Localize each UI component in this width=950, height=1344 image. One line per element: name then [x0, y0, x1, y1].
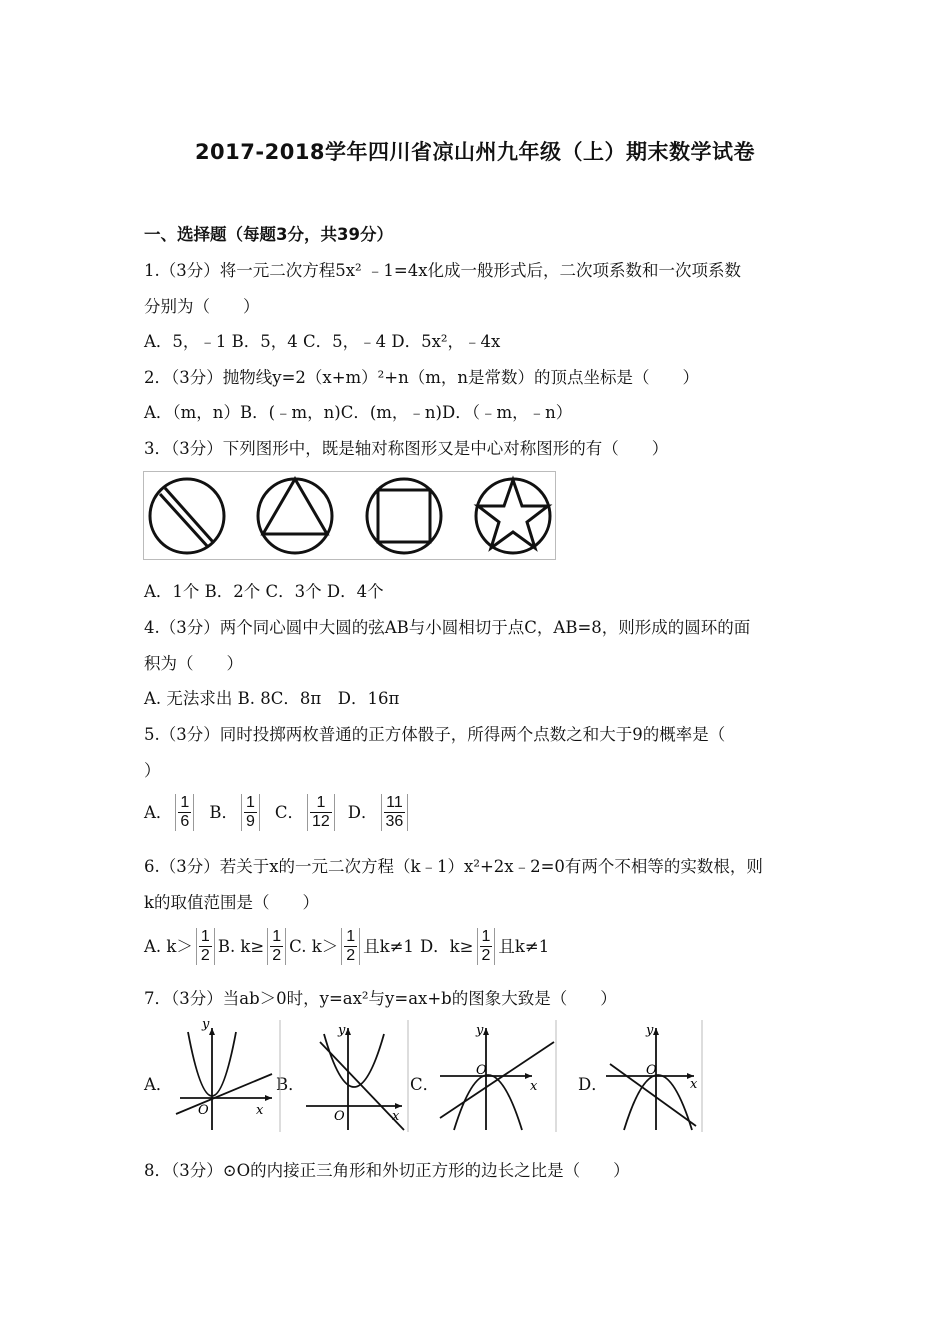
q8-text: 8．（3分）⊙O的内接正三角形和外切正方形的边长之比是（ ）: [144, 1161, 630, 1180]
circle-with-square-figure: [367, 479, 441, 553]
q6-options: [144, 928, 549, 965]
origin-label: O: [476, 1063, 487, 1078]
q3-text: 3．（3分）下列图形中，既是轴对称图形又是中心对称图形的有（ ）: [144, 439, 669, 458]
circle-with-star-figure: [476, 479, 550, 553]
axis-x-label: x: [392, 1109, 400, 1124]
q1-text-line1: 1.（3分）将一元二次方程5x² ﹣1=4x化成一般形式后，二次项系数和一次项系数: [144, 261, 742, 280]
axis-y-label: y: [476, 1023, 484, 1038]
q7-graph-c: [432, 1020, 558, 1132]
q6-option-d: D．k≥: [419, 936, 474, 956]
q6-option-b: B. k≥: [217, 936, 265, 956]
q5-option-d-label: D．: [347, 802, 378, 822]
axis-y-label: y: [202, 1020, 210, 1032]
circle-with-slash-figure: [150, 479, 224, 553]
q5-option-a-fraction: $\frac{1}{6}$: [175, 794, 194, 831]
origin-label: O: [646, 1063, 657, 1078]
q6-option-a: A. k＞: [144, 936, 193, 956]
q6-text-line2: k的取值范围是（ ）: [144, 893, 319, 912]
q6-option-c-tail: 且k≠1: [363, 936, 414, 956]
q5-option-c-fraction: $\frac{1}{12}$: [307, 794, 335, 831]
q1-text-line2: 分别为（ ）: [144, 297, 260, 316]
q4-options: A. 无法求出 B. 8C．8π D．16π: [144, 689, 400, 708]
circle-with-triangle-figure: [258, 479, 332, 553]
q6-option-a-fraction: $\frac{1}{2}$: [196, 928, 215, 965]
q7-option-d-label: D．: [578, 1075, 608, 1094]
q2-options: A．（m，n）B．(﹣m，n)C．(m，﹣n)D．（﹣m，﹣n）: [144, 403, 573, 422]
axis-y-label: y: [646, 1023, 654, 1038]
q1-options: A．5，﹣1 B．5，4 C．5，﹣4 D．5x²，﹣4x: [144, 332, 501, 351]
q6-text-line1: 6.（3分）若关于x的一元二次方程（k﹣1）x²+2x﹣2=0有两个不相等的实数根，则: [144, 857, 763, 876]
q2-text: 2．（3分）抛物线y=2（x+m）²+n（m，n是常数）的顶点坐标是（ ）: [144, 368, 700, 387]
q6-option-c-fraction: $\frac{1}{2}$: [341, 928, 360, 965]
q4-text-line1: 4.（3分）两个同心圆中大圆的弦AB与小圆相切于点C，AB=8，则形成的圆环的面: [144, 618, 751, 637]
q7-option-b-label: B．: [276, 1075, 305, 1094]
q6-option-d-tail: 且k≠1: [498, 936, 550, 956]
q7-text: 7．（3分）当ab＞0时，y=ax²与y=ax+b的图象大致是（ ）: [144, 989, 617, 1008]
q5-option-b-label: B．: [209, 802, 238, 822]
q5-option-b-fraction: $\frac{1}{9}$: [241, 794, 260, 831]
q6-option-b-fraction: $\frac{1}{2}$: [267, 928, 286, 965]
origin-label: O: [334, 1109, 345, 1124]
axis-y-label: y: [338, 1023, 346, 1038]
page-title: 2017-2018学年四川省凉山州九年级（上）期末数学试卷: [194, 140, 756, 164]
q5-options: [144, 794, 411, 831]
q7-graph-d: [598, 1020, 704, 1132]
q5-option-c-label: C．: [274, 802, 304, 822]
origin-label: O: [198, 1103, 209, 1118]
axis-x-label: x: [530, 1079, 538, 1094]
q4-text-line2: 积为（ ）: [144, 654, 243, 673]
q5-option-d-fraction: $\frac{11}{36}$: [381, 794, 409, 831]
q3-options: A．1个 B．2个 C．3个 D．4个: [144, 582, 384, 601]
q7-option-c-label: C．: [410, 1075, 440, 1094]
axis-x-label: x: [690, 1077, 698, 1092]
q3-figures: [143, 471, 557, 561]
q7-option-a-label: A．: [144, 1075, 173, 1094]
section-heading: 一、选择题（每题3分，共39分）: [144, 225, 393, 244]
q7-graph-b: [298, 1020, 410, 1132]
q7-graph-a: [172, 1020, 282, 1132]
q5-text-line2: ）: [144, 761, 161, 780]
q5-option-a-label: A．: [144, 802, 173, 822]
q6-option-d-fraction: $\frac{1}{2}$: [477, 928, 496, 965]
q5-text-line1: 5.（3分）同时投掷两枚普通的正方体骰子，所得两个点数之和大于9的概率是（: [144, 725, 726, 744]
q6-option-c: C. k＞: [289, 936, 339, 956]
axis-x-label: x: [256, 1103, 264, 1118]
